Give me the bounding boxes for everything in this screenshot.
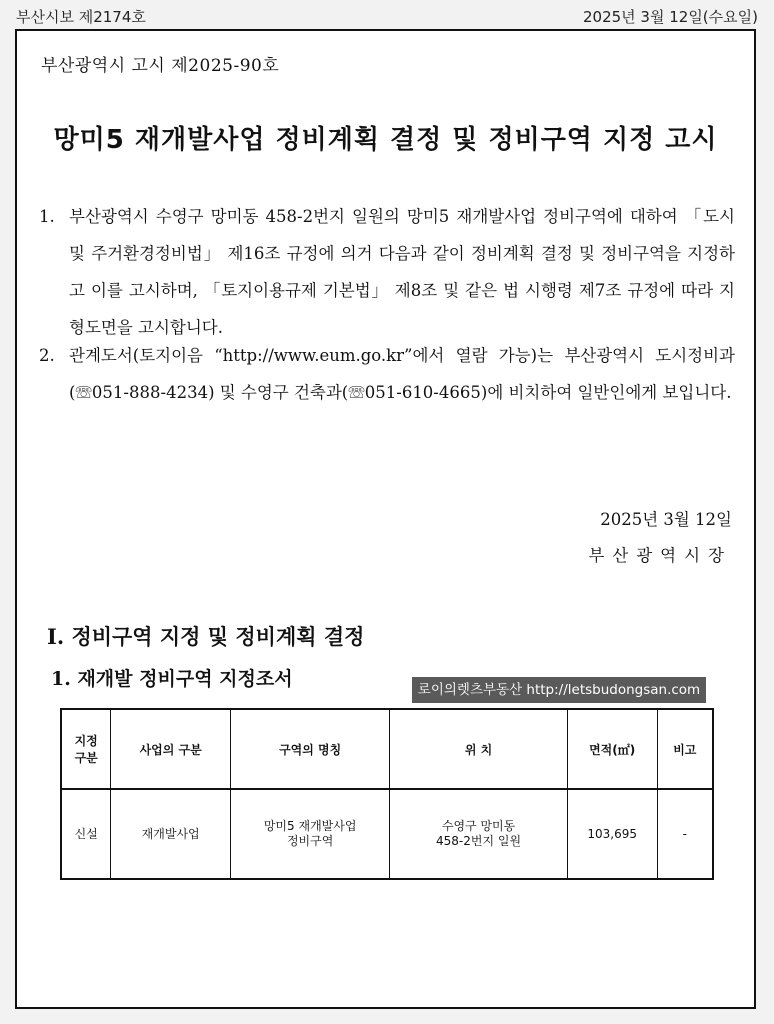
cell-location: 수영구 망미동 458-2번지 일원 — [390, 789, 567, 879]
paragraph-number: 2. — [39, 346, 55, 365]
document-title: 망미5 재개발사업 정비계획 결정 및 정비구역 지정 고시 — [53, 125, 718, 155]
gazette-header — [0, 0, 774, 30]
issue-date: 2025년 3월 12일(수요일) — [583, 8, 758, 26]
signature-date: 2025년 3월 12일 — [600, 510, 732, 529]
col-header-project-type: 사업의 구분 — [111, 709, 231, 789]
sub-heading: 1. 재개발 정비구역 지정조서 — [51, 668, 293, 690]
watermark-banner: 로이의렛츠부동산 http://letsbudongsan.com — [412, 677, 706, 703]
col-header-remarks: 비고 — [657, 709, 713, 789]
designation-table — [60, 708, 714, 880]
paragraph-number: 1. — [39, 207, 55, 226]
col-header-zone-name: 구역의 명칭 — [230, 709, 389, 789]
cell-remarks: - — [657, 789, 713, 879]
paragraph-2 — [39, 337, 735, 411]
signature-authority: 부산광역시장 — [588, 546, 732, 565]
table-row — [61, 789, 713, 879]
col-header-designation-type: 지정 구분 — [61, 709, 111, 789]
paragraph-1 — [39, 198, 735, 346]
table-header-row — [61, 709, 713, 789]
gazette-issue: 부산시보 제2174호 — [16, 8, 146, 26]
cell-designation-type: 신설 — [61, 789, 111, 879]
paragraph-text: 관계도서(토지이음 “http://www.eum.go.kr”에서 열람 가능)는 부산광역시 도시정비과(☏051-888-4234) 및 수영구 건축과(☏051-610-4665)에 비치하여 일반인에게 보입니다. — [69, 346, 735, 402]
document-page — [15, 29, 756, 1009]
paragraph-text: 부산광역시 수영구 망미동 458-2번지 일원의 망미5 재개발사업 정비구역에 대하여 「도시 및 주거환경정비법」 제16조 규정에 의거 다음과 같이 정비계획 결정 및 정비구역을 지정하고 이를 고시하며, 「토지이용규제 기본법」 제8조 및 같은 법 시행령 제7조 규정에 따라 지형도면을 고시합니다. — [69, 207, 735, 337]
col-header-area: 면적(㎡) — [567, 709, 657, 789]
cell-area: 103,695 — [567, 789, 657, 879]
cell-zone-name: 망미5 재개발사업 정비구역 — [230, 789, 389, 879]
cell-project-type: 재개발사업 — [111, 789, 231, 879]
section-heading: Ⅰ. 정비구역 지정 및 정비계획 결정 — [47, 624, 365, 649]
col-header-location: 위 치 — [390, 709, 567, 789]
notice-number: 부산광역시 고시 제2025-90호 — [41, 56, 280, 76]
